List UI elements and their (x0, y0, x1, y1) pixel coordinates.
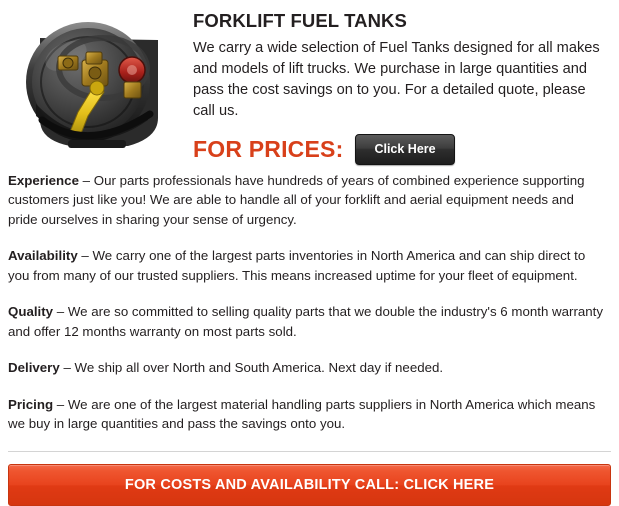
section-delivery (8, 358, 607, 378)
click-here-button[interactable]: Click Here (355, 134, 454, 165)
section-text-pricing: – We are one of the largest material handling parts suppliers in North America which means we buy in large quantities and pass the savings onto you. (8, 396, 596, 431)
fuel-tank-image (8, 8, 183, 158)
horizontal-divider (8, 451, 611, 452)
body-copy (0, 165, 619, 434)
section-term-pricing: Pricing (8, 396, 54, 412)
page-title: FORKLIFT FUEL TANKS (193, 10, 407, 31)
section-text-delivery: – We ship all over North and South America. Next day if needed. (59, 360, 444, 375)
headline-block (183, 8, 609, 165)
section-experience (8, 171, 607, 230)
intro-paragraph: We carry a wide selection of Fuel Tanks designed for all makes and models of lift trucks. We purchase in large quantities and pass the cost savings on to you. For a detailed quote, please call us. (193, 40, 600, 119)
section-text-quality: – We are so committed to selling quality parts that we double the industry's 6 month warranty and offer 12 months warranty on most parts sold. (8, 304, 604, 339)
header-section (0, 0, 619, 165)
section-term-quality: Quality (8, 304, 54, 319)
cta-call-button[interactable]: FOR COSTS AND AVAILABILITY CALL: CLICK HERE (8, 464, 611, 506)
cta-wrapper (0, 464, 619, 506)
section-availability (8, 246, 607, 285)
section-quality (8, 302, 607, 341)
section-term-availability: Availability (8, 248, 78, 263)
section-text-availability: – We carry one of the largest parts inventories in North America and can ship direct to you from many of our trusted suppliers. This means increased uptime for your fleet of equipment. (8, 248, 586, 283)
section-text-experience: – Our parts professionals have hundreds of years of combined experience supporting customers just like you! We are able to handle all of your forklift and aerial equipment needs and pride ourselves in sharing your sense of urgency. (8, 172, 585, 227)
section-term-experience: Experience (8, 172, 79, 188)
section-term-delivery: Delivery (8, 360, 60, 375)
prices-row (193, 134, 609, 165)
fuel-tank-illustration (8, 8, 183, 158)
section-pricing (8, 395, 607, 434)
for-prices-label: FOR PRICES: (193, 135, 344, 162)
